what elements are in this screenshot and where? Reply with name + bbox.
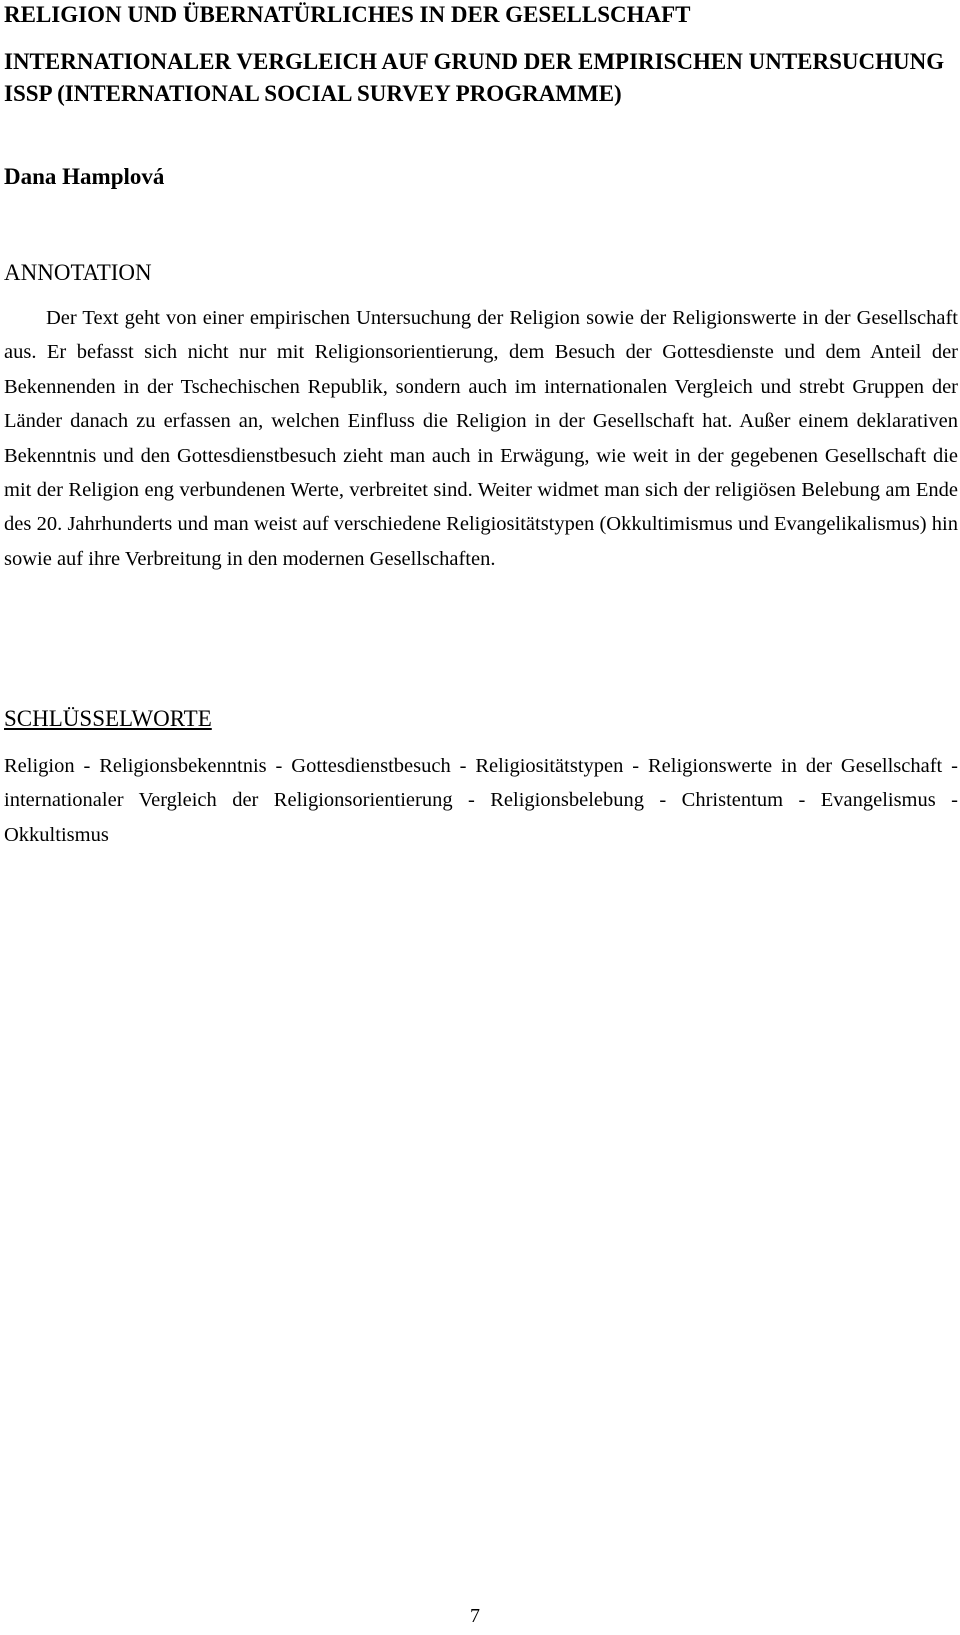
page-number: 7 — [470, 1605, 480, 1627]
annotation-heading: ANNOTATION — [4, 260, 152, 285]
annotation-text: Der Text geht von einer empirischen Untersuchung der Religion sowie der Religionswerte in der Gesellschaft aus. Er befasst sich nicht nur mit Religionsorientierung, dem Besuch der Gottesdienste und dem Anteil der Bekennenden in der Tschechischen Republik, sondern auch im internationalen Vergleich und strebt Gruppen der Länder danach zu erfassen an, welchen Einfluss die Religion in der Gesellschaft hat. Außer einem deklarativen Bekenntnis und den Gottesdienstbesuch zieht man auch in Erwägung, wie weit in der gegebenen Gesellschaft die mit der Religion eng verbundenen Werte, verbreitet sind. Weiter widmet man sich der religiösen Belebung am Ende des 20. Jahrhunderts und man weist auf verschiedene Religiositätstypen (Okkultimismus und Evangelikalismus) hin sowie auf ihre Verbreitung in den modernen Gesellschaften. — [4, 307, 958, 570]
keywords-text: Religion - Religionsbekenntnis - Gottesdienstbesuch - Religiositätstypen - Religionswerte in der Gesellschaft - internationaler Vergleich der Religionsorientierung - Religionsbelebung - Christentum - Evangelismus - Okkultismus — [4, 755, 958, 846]
keywords-heading: SCHLÜSSELWORTE — [4, 706, 212, 731]
document-subtitle: INTERNATIONALER VERGLEICH AUF GRUND DER EMPIRISCHEN UNTERSUCHUNG ISSP (INTERNATIONAL SOCIAL SURVEY PROGRAMME) — [4, 49, 945, 106]
document-title: RELIGION UND ÜBERNATÜRLICHES IN DER GESELLSCHAFT — [4, 2, 691, 27]
author-name: Dana Hamplová — [4, 164, 165, 189]
